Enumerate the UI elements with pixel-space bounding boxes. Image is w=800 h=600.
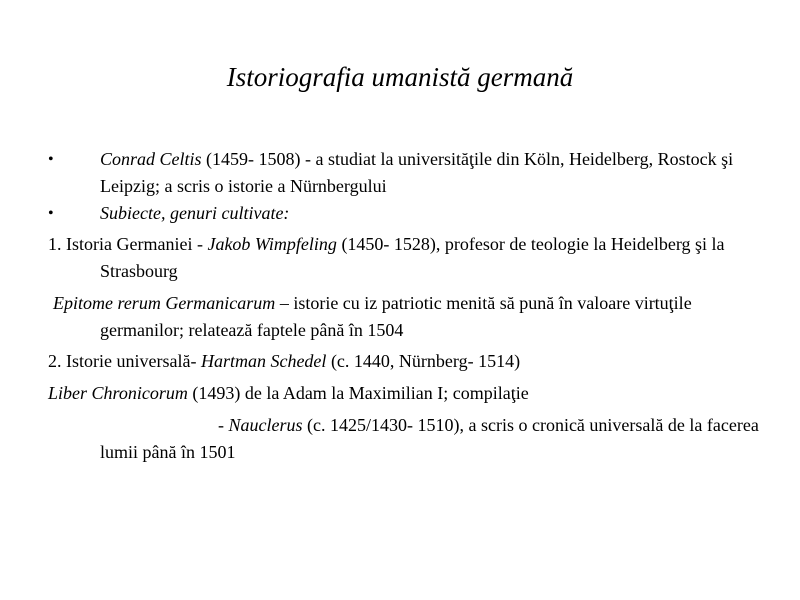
item-text: (c. 1425/1430- 1510), a scris o cronică universală de la facerea lumii până în 1501 xyxy=(100,415,759,462)
item-germania xyxy=(48,231,768,285)
item-liber xyxy=(48,380,768,407)
item-prefix: 2. Istorie universală- xyxy=(48,351,201,371)
slide-content xyxy=(48,146,768,466)
item-text: (c. 1440, Nürnberg- 1514) xyxy=(326,351,521,371)
item-prefix: 1. Istoria Germaniei - xyxy=(48,234,208,254)
item-text: (1459- 1508) - a studiat la universităţile din Köln, Heidelberg, Rostock şi Leipzig; a scris o istorie a Nürnbergului xyxy=(100,149,734,196)
item-universala xyxy=(48,348,768,375)
bullet-icon: • xyxy=(48,205,54,222)
item-text: (1493) de la Adam la Maximilian I; compilaţie xyxy=(187,383,529,403)
author-name: Jakob Wimpfeling xyxy=(207,234,337,254)
item-dash: - xyxy=(218,415,229,435)
work-title: Epitome rerum Germanicarum xyxy=(53,293,276,313)
subiecte-label: Subiecte, genuri cultivate: xyxy=(100,203,290,223)
item-epitome xyxy=(48,290,768,344)
bullet-item-celtis xyxy=(48,146,768,200)
author-name: Nauclerus xyxy=(228,415,303,435)
item-text: (1450- 1528), profesor de teologie la Heidelberg şi la Strasbourg xyxy=(100,234,725,281)
slide-title: Istoriografia umanistă germană xyxy=(226,62,574,92)
item-nauclerus xyxy=(48,412,768,466)
bullet-item-subiecte xyxy=(48,200,768,227)
work-title: Liber Chronicorum xyxy=(48,383,188,403)
author-name: Conrad Celtis xyxy=(100,149,202,169)
bullet-icon: • xyxy=(48,151,54,168)
item-text: – istorie cu iz patriotic menită să pună în valoare virtuţile germanilor; relatează faptele până în 1504 xyxy=(100,293,692,340)
author-name: Hartman Schedel xyxy=(200,351,327,371)
